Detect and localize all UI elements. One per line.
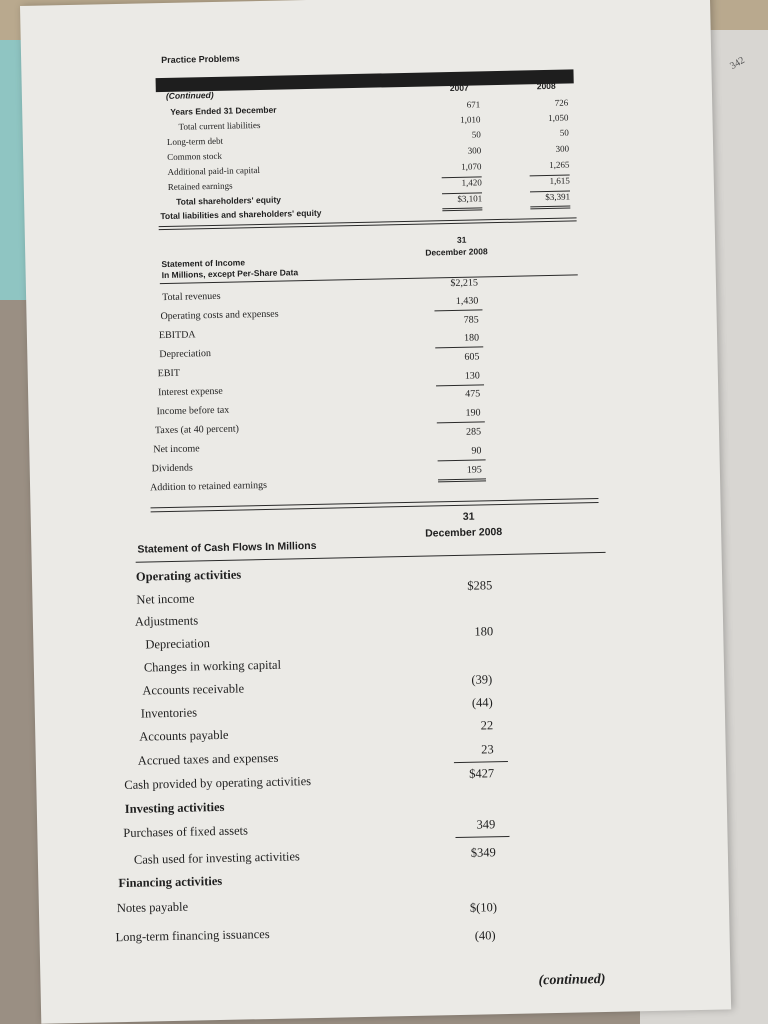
- cashflow-section-heading: Financing activities: [118, 873, 223, 891]
- subtotal-rule: [454, 761, 508, 763]
- cashflow-row-value: $349: [470, 845, 496, 860]
- income-row-value: 195: [466, 464, 482, 476]
- income-row-label: Depreciation: [159, 348, 212, 361]
- balance-row-label: Additional paid-in capital: [167, 165, 261, 177]
- income-row-label: EBITDA: [158, 329, 196, 342]
- year-2007-header: 2007: [449, 82, 469, 94]
- cashflow-row-value: $427: [469, 766, 495, 781]
- cashflow-row-label: Long-term financing issuances: [115, 926, 270, 945]
- subtotal-rule: [434, 309, 482, 311]
- income-row-value: 605: [464, 351, 480, 363]
- cashflow-section-heading: Operating activities: [135, 567, 242, 584]
- income-row-label: Dividends: [151, 462, 193, 475]
- balance-value-2008: 50: [559, 127, 569, 138]
- income-row-label: Total revenues: [162, 290, 221, 304]
- total-rule: [442, 209, 482, 211]
- cashflow-row-label: Inventories: [140, 705, 198, 721]
- balance-value-2008: $3,391: [545, 191, 571, 203]
- income-row-label: Taxes (at 40 percent): [154, 423, 240, 437]
- income-row-label: Addition to retained earnings: [150, 479, 268, 494]
- balance-row-header: Years Ended 31 December: [170, 104, 277, 117]
- balance-value-2007: 50: [471, 129, 481, 140]
- subtotal-rule: [435, 346, 483, 348]
- balance-value-2007: 300: [467, 145, 482, 156]
- income-period-bottom: December 2008: [425, 246, 488, 258]
- page-header: Practice Problems: [161, 53, 240, 66]
- balance-value-2007: 1,420: [461, 177, 482, 188]
- balance-row-label: Long-term debt: [166, 135, 224, 147]
- balance-row-label: Common stock: [167, 150, 223, 162]
- subtotal-rule: [437, 421, 485, 423]
- continued-footer: (continued): [538, 971, 606, 989]
- cashflow-row-value: (39): [471, 672, 493, 687]
- page-number: 342: [728, 54, 747, 73]
- cashflow-period-top: 31: [462, 510, 475, 523]
- balance-value-2008: 1,265: [549, 159, 570, 170]
- subtotal-rule: [455, 836, 509, 838]
- cashflow-row-label: Depreciation: [145, 636, 211, 652]
- cashflow-row-label: Changes in working capital: [143, 657, 282, 675]
- balance-value-2008: 1,615: [549, 175, 570, 186]
- cashflow-row-value: $285: [467, 578, 493, 593]
- cashflow-row-label: Cash provided by operating activities: [124, 774, 312, 792]
- cashflow-row-label: Cash used for investing activities: [133, 849, 300, 867]
- income-row-value: 1,430: [455, 295, 479, 307]
- balance-value-2007: 671: [466, 99, 481, 110]
- year-2008-header: 2008: [536, 80, 556, 92]
- balance-row-label: Total current liabilities: [178, 119, 261, 132]
- cashflow-row-value: 349: [476, 817, 496, 832]
- cashflow-row-label: Purchases of fixed assets: [123, 823, 249, 841]
- cashflow-section-heading: Investing activities: [124, 799, 225, 816]
- income-row-value: 475: [465, 388, 481, 400]
- cashflow-row-value: 22: [480, 718, 494, 733]
- cashflow-row-value: 180: [474, 624, 494, 639]
- income-row-label: EBIT: [157, 367, 181, 380]
- income-row-label: Interest expense: [158, 385, 223, 399]
- subtotal-rule: [436, 384, 484, 386]
- income-row-label: Net income: [153, 443, 200, 456]
- subtotal-rule: [438, 459, 486, 461]
- balance-value-2007: 1,010: [460, 114, 481, 125]
- cashflow-row-label: Accounts payable: [139, 727, 229, 744]
- income-statement-title: Statement of Income: [161, 257, 246, 270]
- income-period-top: 31: [456, 234, 467, 245]
- cashflow-row-value: (40): [474, 928, 496, 943]
- section-bar: [156, 69, 574, 92]
- balance-row-label: Total liabilities and shareholders' equity: [160, 207, 322, 222]
- cashflow-row-label: Adjustments: [134, 613, 199, 629]
- balance-row-label: Retained earnings: [167, 180, 233, 192]
- cashflow-statement-title: Statement of Cash Flows In Millions: [137, 539, 317, 556]
- cashflow-row-label: Notes payable: [116, 899, 189, 916]
- cashflow-row-value: 23: [481, 742, 494, 757]
- total-rule: [530, 208, 570, 210]
- cashflow-row-value: $(10): [469, 900, 498, 915]
- cashflow-row-label: Accrued taxes and expenses: [137, 750, 279, 768]
- income-row-value: $2,215: [450, 277, 479, 290]
- income-row-label: Operating costs and expenses: [160, 308, 279, 323]
- total-rule: [438, 480, 486, 482]
- income-row-value: 285: [465, 426, 482, 438]
- income-statement-subtitle: In Millions, except Per-Share Data: [161, 267, 299, 281]
- cashflow-row-label: Net income: [136, 591, 195, 607]
- cashflow-period-bottom: December 2008: [425, 526, 503, 540]
- cashflow-row-label: Accounts receivable: [142, 681, 245, 698]
- balance-value-2007: 1,070: [461, 161, 482, 172]
- balance-value-2008: 1,050: [548, 112, 569, 123]
- balance-value-2008: 726: [554, 97, 569, 108]
- balance-value-2007: $3,101: [457, 193, 483, 204]
- income-row-label: Income before tax: [156, 404, 230, 418]
- continued-label: (Continued): [165, 89, 214, 101]
- balance-value-2008: 300: [555, 143, 570, 154]
- income-row-value: 190: [465, 407, 481, 419]
- balance-row-label: Total shareholders' equity: [176, 194, 282, 207]
- income-row-value: 785: [463, 314, 479, 326]
- income-row-value: 180: [463, 332, 480, 344]
- income-row-value: 90: [471, 445, 482, 457]
- document-page: [20, 0, 731, 1024]
- income-row-value: 130: [464, 370, 480, 382]
- cashflow-row-value: (44): [471, 695, 493, 710]
